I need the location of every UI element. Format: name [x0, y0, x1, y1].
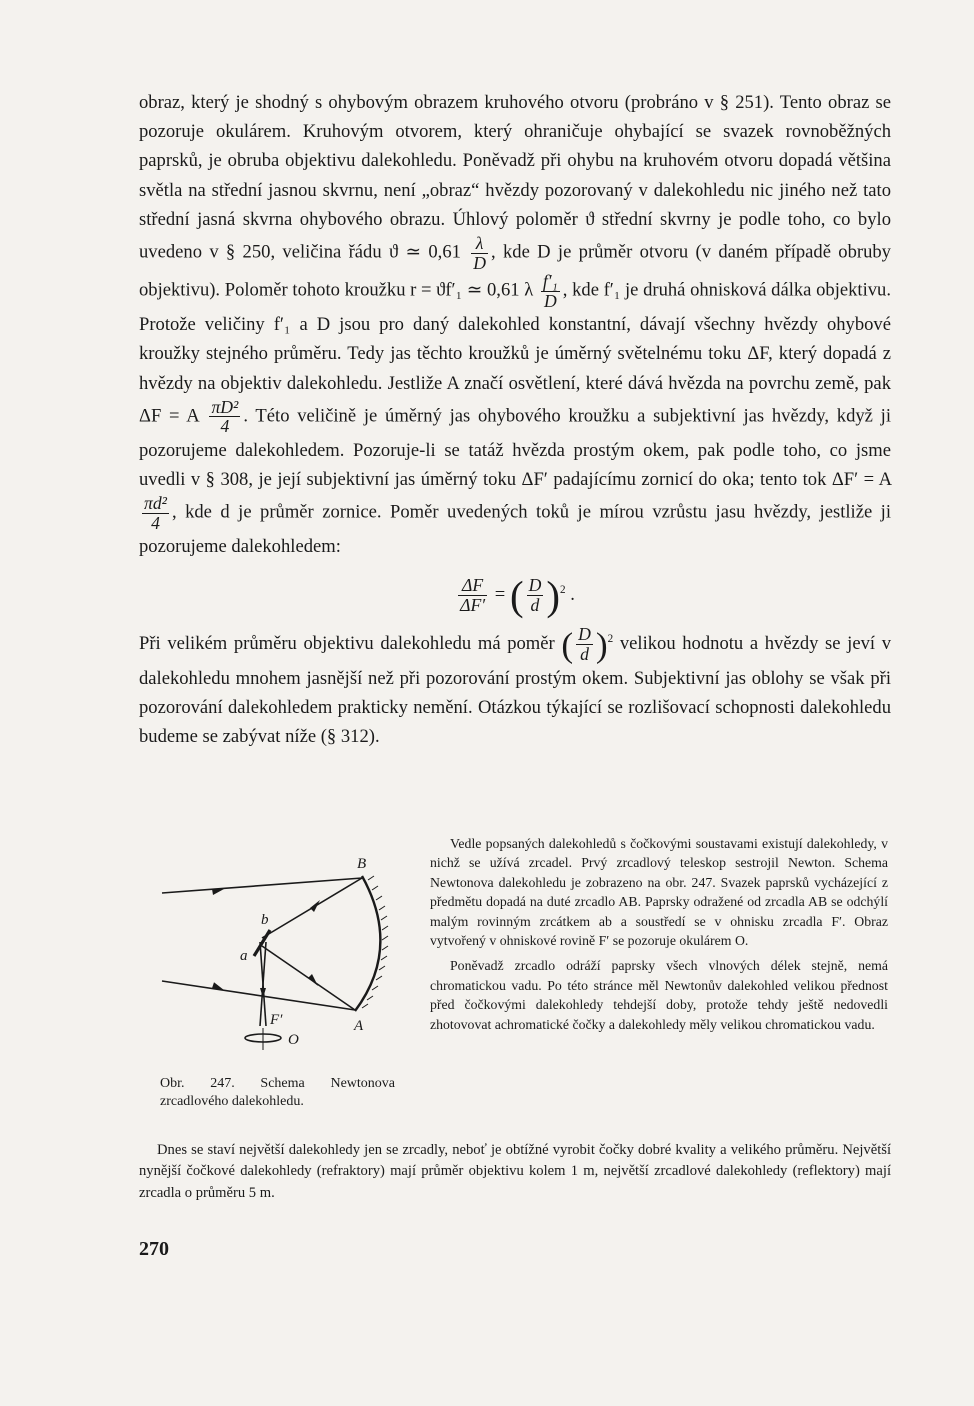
exponent: 2	[559, 583, 566, 596]
label-a: a	[240, 948, 248, 964]
text-run: , kde D je průměr otvoru (v daném případě obruby objektivu). Poloměr tohoto kroužku r = ϑf′₁ ≃ 0,61 λ	[139, 241, 891, 301]
right-paren: )	[595, 624, 608, 664]
numerator: λ	[475, 233, 484, 254]
figure-caption: Obr. 247. Schema Newtonova zrcadlového dalekohledu.	[160, 1076, 395, 1109]
denominator: 4	[209, 416, 240, 436]
label-O: O	[288, 1032, 299, 1048]
mirror-hatching	[362, 876, 388, 1008]
right-paren: )	[546, 572, 560, 618]
numerator: πd²	[144, 493, 167, 514]
side-paragraph-1: Vedle popsaných dalekohledů s čočkovými soustavami existují dalekohledy, v nichž se užívá zrcadel. Prvý zrcadlový teleskop sestrojil Newton. Schema Newtonova dalekohledu je zobrazeno na obr. 247. Svazek paprsků vycházející z předmětu dopadá na duté zrcadlo AB. Paprsky odražené od zrcadla AB se odchýlí malým rovinným zrcátkem ab a soustředí se v ohnisku zrcadla F′. Obraz vytvořený v ohniskové rovině F′ se pozoruje okulárem O.	[430, 836, 888, 949]
numerator: ΔF	[462, 575, 484, 596]
concave-mirror	[355, 876, 380, 1011]
period: .	[570, 583, 575, 605]
main-text	[139, 88, 891, 751]
side-column	[430, 834, 888, 1034]
numerator: D	[528, 575, 542, 596]
text-run: obraz, který je shodný s ohybovým obrazem kruhového otvoru (probráno v § 251). Tento obraz se pozoruje okulárem. Kruhovým otvorem, který ohraničuje ohybající se svazek rovnoběžných paprsků, je obruba objektivu dalekohledu. Poněvadž při ohybu na kruhovém otvoru dopadá většina světla na střední jasnou skvrnu, není „obraz“ hvězdy pozorovaný v dalekohledu nic jiného než tato střední jasná skvrna ohybového obrazu. Úhlový poloměr ϑ střední skvrny je podle toho, co bylo uvedeno v § 250, veličina řádu ϑ ≃ 0,61	[139, 92, 891, 263]
denominator: d	[527, 595, 544, 615]
denominator: d	[576, 644, 593, 664]
exponent: 2	[607, 632, 614, 645]
left-paren: (	[561, 624, 574, 664]
equation-lhs	[458, 576, 487, 614]
label-A: A	[354, 1018, 364, 1034]
equation-rhs	[527, 576, 544, 614]
text-run: Při velikém průměru objektivu dalekohledu má poměr	[139, 632, 555, 654]
fraction-lambda-over-D	[471, 234, 488, 272]
text-run: , kde f′₁ je druhá ohnisková dálka objektivu. Protože veličiny f′₁ a D jsou pro daný dalekohled konstantní, dávají všechny hvězdy ohybové kroužky stejného průměru. Tedy jas těchto kroužků je úměrný světelnému toku ΔF, který dopadá z hvězdy na objektiv dalekohledu. Jestliže A značí osvětlení, které dává hvězda na povrchu země, pak ΔF = A	[139, 279, 891, 427]
inline-ratio	[576, 625, 593, 663]
text-run: . Této veličině je úměrný jas ohybového kroužku a subjektivní jas hvězdy, když ji pozorujeme dalekohledem. Pozoruje-li se tatáž hvězda prostým okem, pak podle toho, co jsme uvedli v § 308, je její subjektivní jas úměrný toku ΔF′ padajícímu zornicí do oka; tento tok ΔF′ = A	[139, 405, 891, 491]
incoming-ray-top	[162, 878, 362, 893]
text-run: velikou hodnotu a hvězdy se jeví v dalekohledu mnohem jasnější než při pozorování prostým okem. Subjektivní jas oblohy se však při pozorování dalekohledem prakticky nemění. Otázkou týkající se rozlišovací schopnosti dalekohledu budeme se zabývat níže (§ 312).	[139, 632, 891, 747]
text-run: , kde d je průměr zornice. Poměr uvedených toků je mírou vzrůstu jasu hvězdy, jestliže ji pozorujeme dalekohledem:	[139, 501, 891, 558]
incoming-ray-bottom	[162, 981, 355, 1010]
newton-telescope-diagram	[150, 838, 420, 1078]
label-F: F′	[270, 1012, 283, 1028]
fraction-pid2-over-4	[142, 494, 169, 532]
label-B: B	[357, 856, 367, 872]
numerator: D	[578, 624, 591, 645]
denominator: D	[541, 291, 560, 311]
denominator: D	[473, 252, 487, 273]
left-paren: (	[509, 572, 524, 618]
label-b: b	[261, 912, 269, 928]
flat-mirror-ab	[254, 930, 270, 956]
denominator: 4	[142, 513, 169, 533]
fraction-f-over-D	[541, 272, 560, 310]
paragraph-2	[139, 625, 891, 752]
equals-sign: =	[494, 583, 506, 605]
side-paragraph-2: Poněvadž zrcadlo odráží paprsky všech vlnových délek stejně, nemá chromatickou vadu. Po této stránce měl Newtonův dalekohled velikou přednost před čočkovými dalekohledy tehdejší doby, protože tehdy ještě nedovedli zhotovovat achromatické čočky a dalekohledy měly velikou chromatickou vadu.	[430, 958, 888, 1032]
bottom-paragraph-text: Dnes se staví největší dalekohledy jen se zrcadly, neboť je obtížné vyrobit čočky dobré kvality a velikého průměru. Největší nynější čočkové dalekohledy (refraktory) mají průměr objektivu kolem 1 m, největší zrcadlové dalekohledy (reflektory) mají zrcadla o průměru 5 m.	[139, 1142, 891, 1201]
fraction-piD2-over-4	[209, 398, 240, 436]
denominator: ΔF′	[460, 595, 486, 616]
bottom-paragraph	[139, 1140, 891, 1204]
display-equation	[139, 572, 891, 618]
numerator: f′₁	[542, 271, 558, 292]
page-number: 270	[139, 1238, 169, 1260]
paragraph-1	[139, 88, 891, 562]
numerator: πD²	[211, 396, 239, 417]
